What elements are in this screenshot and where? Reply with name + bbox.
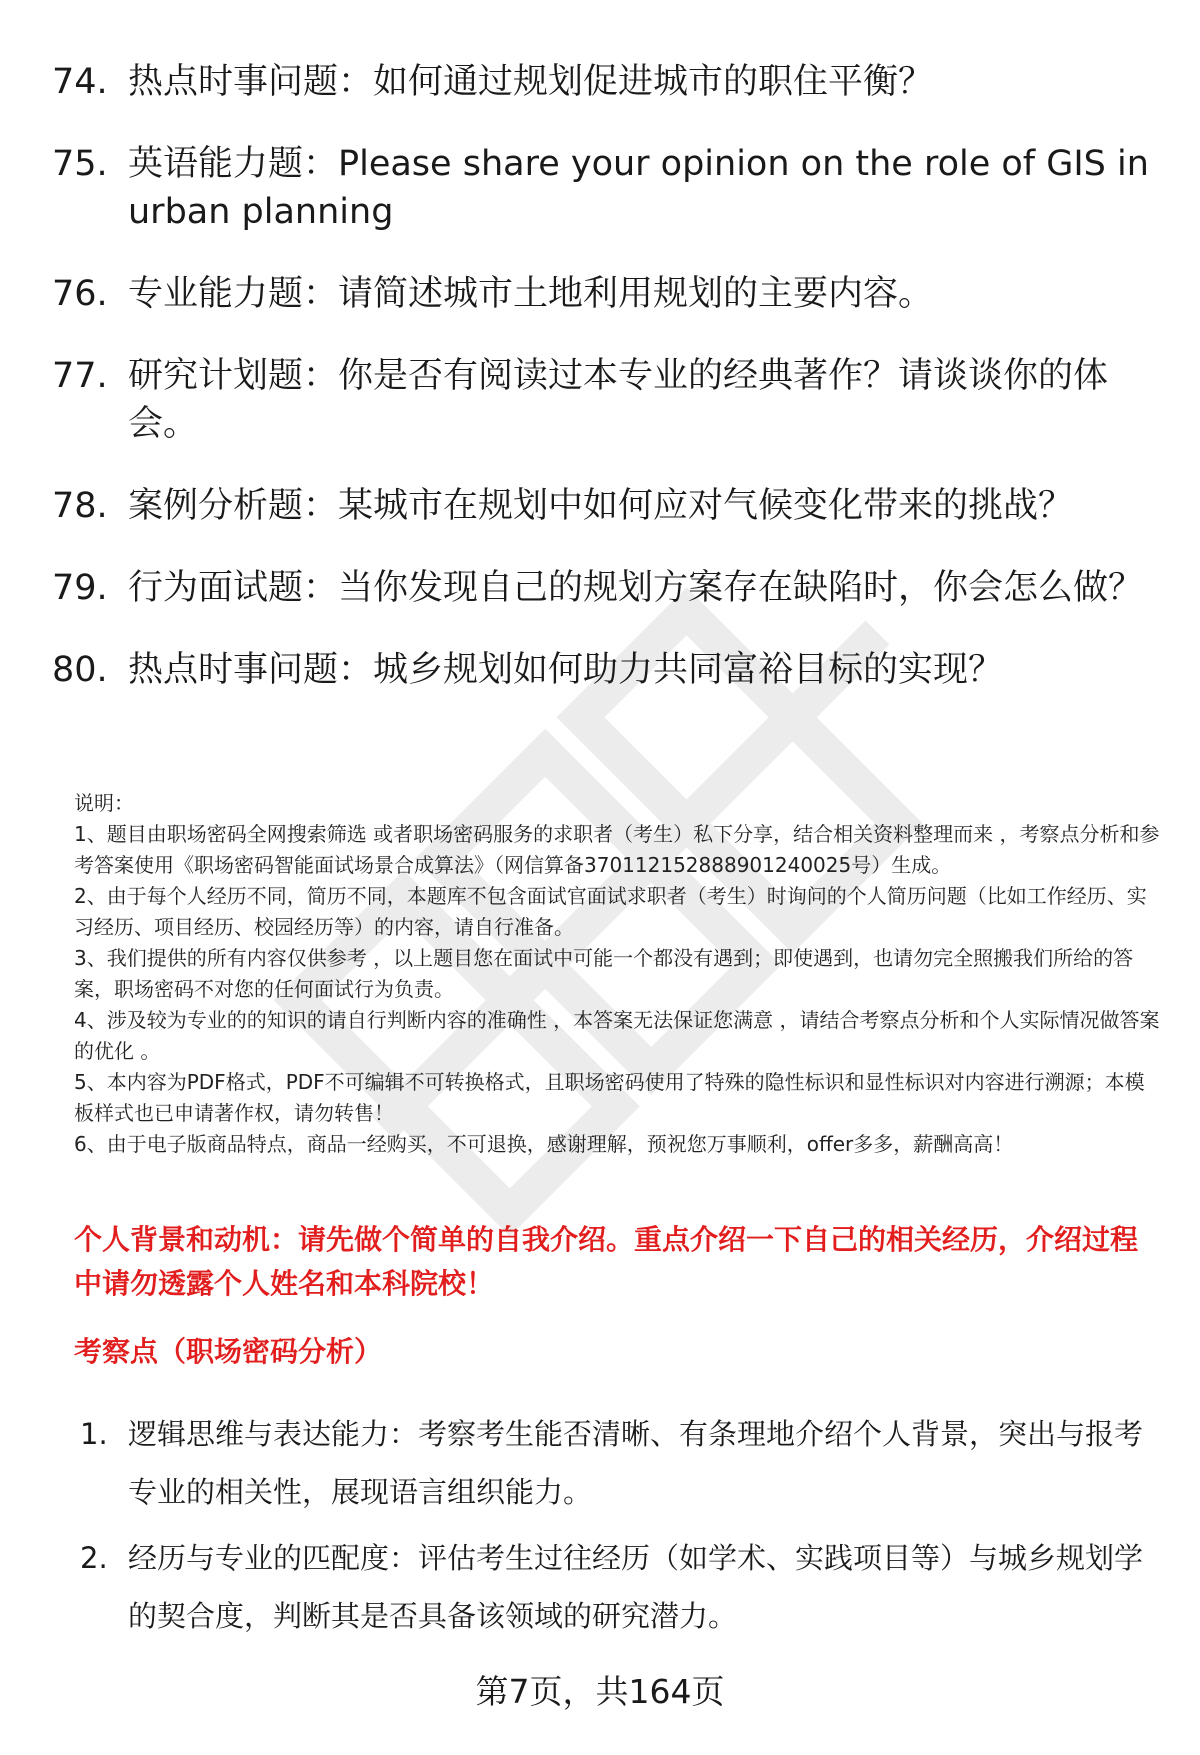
question-number: 79.	[52, 568, 108, 608]
question-number: 77.	[52, 356, 108, 396]
section-title: 个人背景和动机：请先做个简单的自我介绍。重点介绍一下自己的相关经历，介绍过程中请勿透露个人姓名和本科院校！	[74, 1223, 1139, 1300]
question-item	[52, 482, 1162, 530]
analysis-text: 逻辑思维与表达能力：考察考生能否清晰、有条理地介绍个人背景，突出与报考专业的相关性，展现语言组织能力。	[128, 1417, 1144, 1509]
analysis-text: 经历与专业的匹配度：评估考生过往经历（如学术、实践项目等）与城乡规划学的契合度，判断其是否具备该领域的研究潜力。	[128, 1541, 1144, 1633]
note-item: 6、由于电子版商品特点，商品一经购买，不可退换，感谢理解，预祝您万事顺利，offer多多，薪酬高高！	[74, 1132, 1014, 1156]
note-item: 1、题目由职场密码全网搜索筛选 或者职场密码服务的求职者（考生）私下分享，结合相关资料整理而来 ，考察点分析和参考答案使用《职场密码智能面试场景合成算法》（网信算备370112152888901240025号）生成。	[74, 822, 1160, 877]
analysis-number: 2.	[80, 1541, 108, 1575]
question-number: 74.	[52, 62, 108, 102]
note-item: 3、我们提供的所有内容仅供参考 ，以上题目您在面试中可能一个都没有遇到；即使遇到，也请勿完全照搬我们所给的答案，职场密码不对您的任何面试行为负责。	[74, 946, 1134, 1001]
question-item	[52, 352, 1162, 448]
analysis-item	[80, 1529, 1160, 1645]
question-text: 专业能力题：请简述城市土地利用规划的主要内容。	[128, 274, 934, 314]
question-number: 76.	[52, 274, 108, 314]
question-item	[52, 646, 1162, 694]
note-item: 2、由于每个人经历不同，简历不同，本题库不包含面试官面试求职者（考生）时询问的个人简历问题（比如工作经历、实习经历、项目经历、校园经历等）的内容，请自行准备。	[74, 884, 1147, 939]
section-subtitle: 考察点（职场密码分析）	[74, 1335, 383, 1368]
question-text: 研究计划题：你是否有阅读过本专业的经典著作？请谈谈你的体会。	[128, 356, 1109, 444]
question-text: 英语能力题：Please share your opinion on the role of GIS in urban planning	[128, 144, 1149, 232]
page-footer: 第7页，共164页	[475, 1672, 725, 1711]
question-number: 75.	[52, 144, 108, 184]
question-item	[52, 140, 1162, 236]
note-item: 5、本内容为PDF格式，PDF不可编辑不可转换格式，且职场密码使用了特殊的隐性标识和显性标识对内容进行溯源；本模板样式也已申请著作权，请勿转售！	[74, 1070, 1145, 1125]
analysis-list	[80, 1405, 1160, 1653]
question-text: 热点时事问题：如何通过规划促进城市的职住平衡？	[128, 62, 934, 102]
analysis-item	[80, 1405, 1160, 1521]
analysis-number: 1.	[80, 1417, 108, 1451]
notes-block	[74, 788, 1164, 1160]
question-number: 78.	[52, 486, 108, 526]
question-item	[52, 270, 1162, 318]
question-number: 80.	[52, 650, 108, 690]
question-text: 行为面试题：当你发现自己的规划方案存在缺陷时，你会怎么做？	[128, 568, 1144, 608]
note-item: 4、涉及较为专业的的知识的请自行判断内容的准确性 ，本答案无法保证您满意 ，请结合考察点分析和个人实际情况做答案的优化 。	[74, 1008, 1160, 1063]
question-list	[52, 58, 1162, 728]
question-item	[52, 58, 1162, 106]
question-item	[52, 564, 1162, 612]
question-text: 案例分析题：某城市在规划中如何应对气候变化带来的挑战？	[128, 486, 1074, 526]
notes-heading: 说明：	[74, 791, 134, 815]
question-text: 热点时事问题：城乡规划如何助力共同富裕目标的实现？	[128, 650, 1004, 690]
